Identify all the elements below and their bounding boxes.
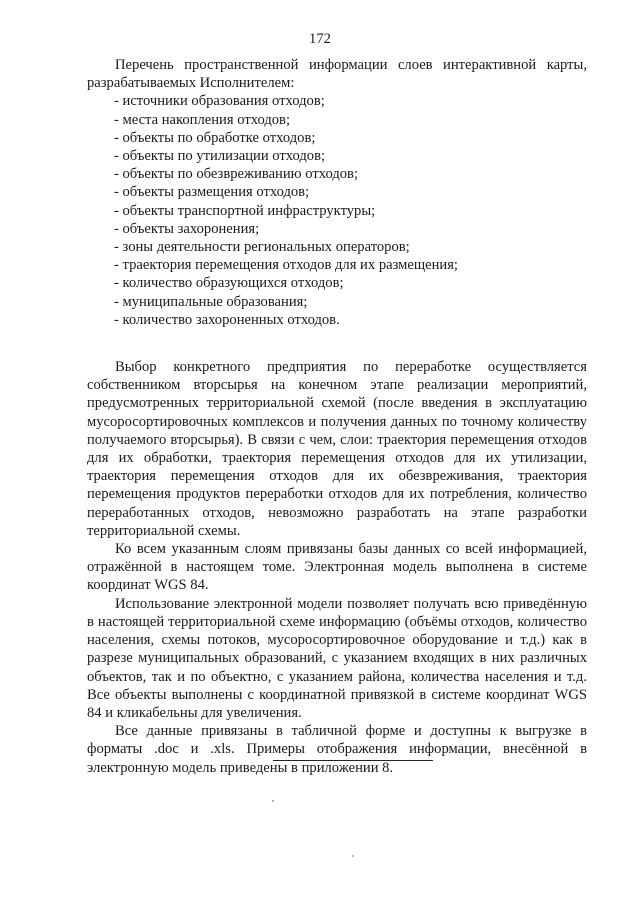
paragraph-model-usage: Использование электронной модели позволяет получать всю приведённую в настоящей территориальной схеме информацию (объёмы отходов, количество населения, схемы потоков, мусоросортировочное оборудование и т.д.) как в разрезе муниципальных образований, с указанием входящих в них различных объектов, так и по объектно, с указанием района, количества населения и т.д. Все объекты выполнены с координатной привязкой в системе координат WGS 84 и кликабельны для увеличения.: [87, 595, 587, 721]
list-item: - зоны деятельности региональных операторов;: [114, 239, 410, 256]
list-item: - траектория перемещения отходов для их размещения;: [114, 257, 458, 274]
list-item: - объекты по утилизации отходов;: [114, 148, 326, 165]
paragraph-selection: Выбор конкретного предприятия по переработке осуществляется собственником вторсырья на конечном этапе реализации мероприятий, предусмотренных территориальной схемой (после введения в эксплуатацию мусоросортировочных комплексов и получения данных по точному количеству получаемого вторсырья). В связи с чем, слои: траектория перемещения отходов для их обработки, траектория перемещения отходов для их утилизации, траектория перемещения отходов для их обезвреживания, траектория перемещения продуктов переработки отходов для их потребления, количество переработанных отходов, невозможно разработать на этапе разработки территориальной схемы.: [87, 359, 587, 539]
list-item: - количество захороненных отходов.: [114, 311, 340, 328]
scan-speck: [272, 800, 274, 802]
list-item: - муниципальные образования;: [114, 293, 308, 310]
page-number: 172: [309, 31, 331, 47]
list-item: - количество образующихся отходов;: [114, 275, 344, 292]
list-item: - места накопления отходов;: [114, 111, 290, 128]
section-gap: [87, 329, 587, 358]
paragraph-export: Все данные привязаны в табличной форме и доступны к выгрузке в форматы .doc и .xls. Примеры отображения информации, внесённой в электронную модель приведены в приложении 8.: [87, 723, 587, 776]
list-item: - объекты захоронения;: [114, 220, 260, 237]
list-item: - объекты транспортной инфраструктуры;: [114, 202, 376, 219]
paragraph-databases: Ко всем указанным слоям привязаны базы данных со всей информацией, отражённой в настоящем томе. Электронная модель выполнена в системе координат WGS 84.: [87, 541, 587, 594]
layer-list: [87, 92, 587, 329]
list-item: - источники образования отходов;: [114, 93, 325, 110]
layers-intro: Перечень пространственной информации слоев интерактивной карты, разрабатываемых Исполнителем:: [87, 57, 587, 92]
list-item: - объекты по обезвреживанию отходов;: [114, 166, 358, 183]
document-body: [87, 56, 587, 777]
list-item: - объекты по обработке отходов;: [114, 129, 316, 146]
end-rule: [273, 760, 433, 761]
scan-speck: [352, 855, 354, 857]
list-item: - объекты размещения отходов;: [114, 184, 310, 201]
